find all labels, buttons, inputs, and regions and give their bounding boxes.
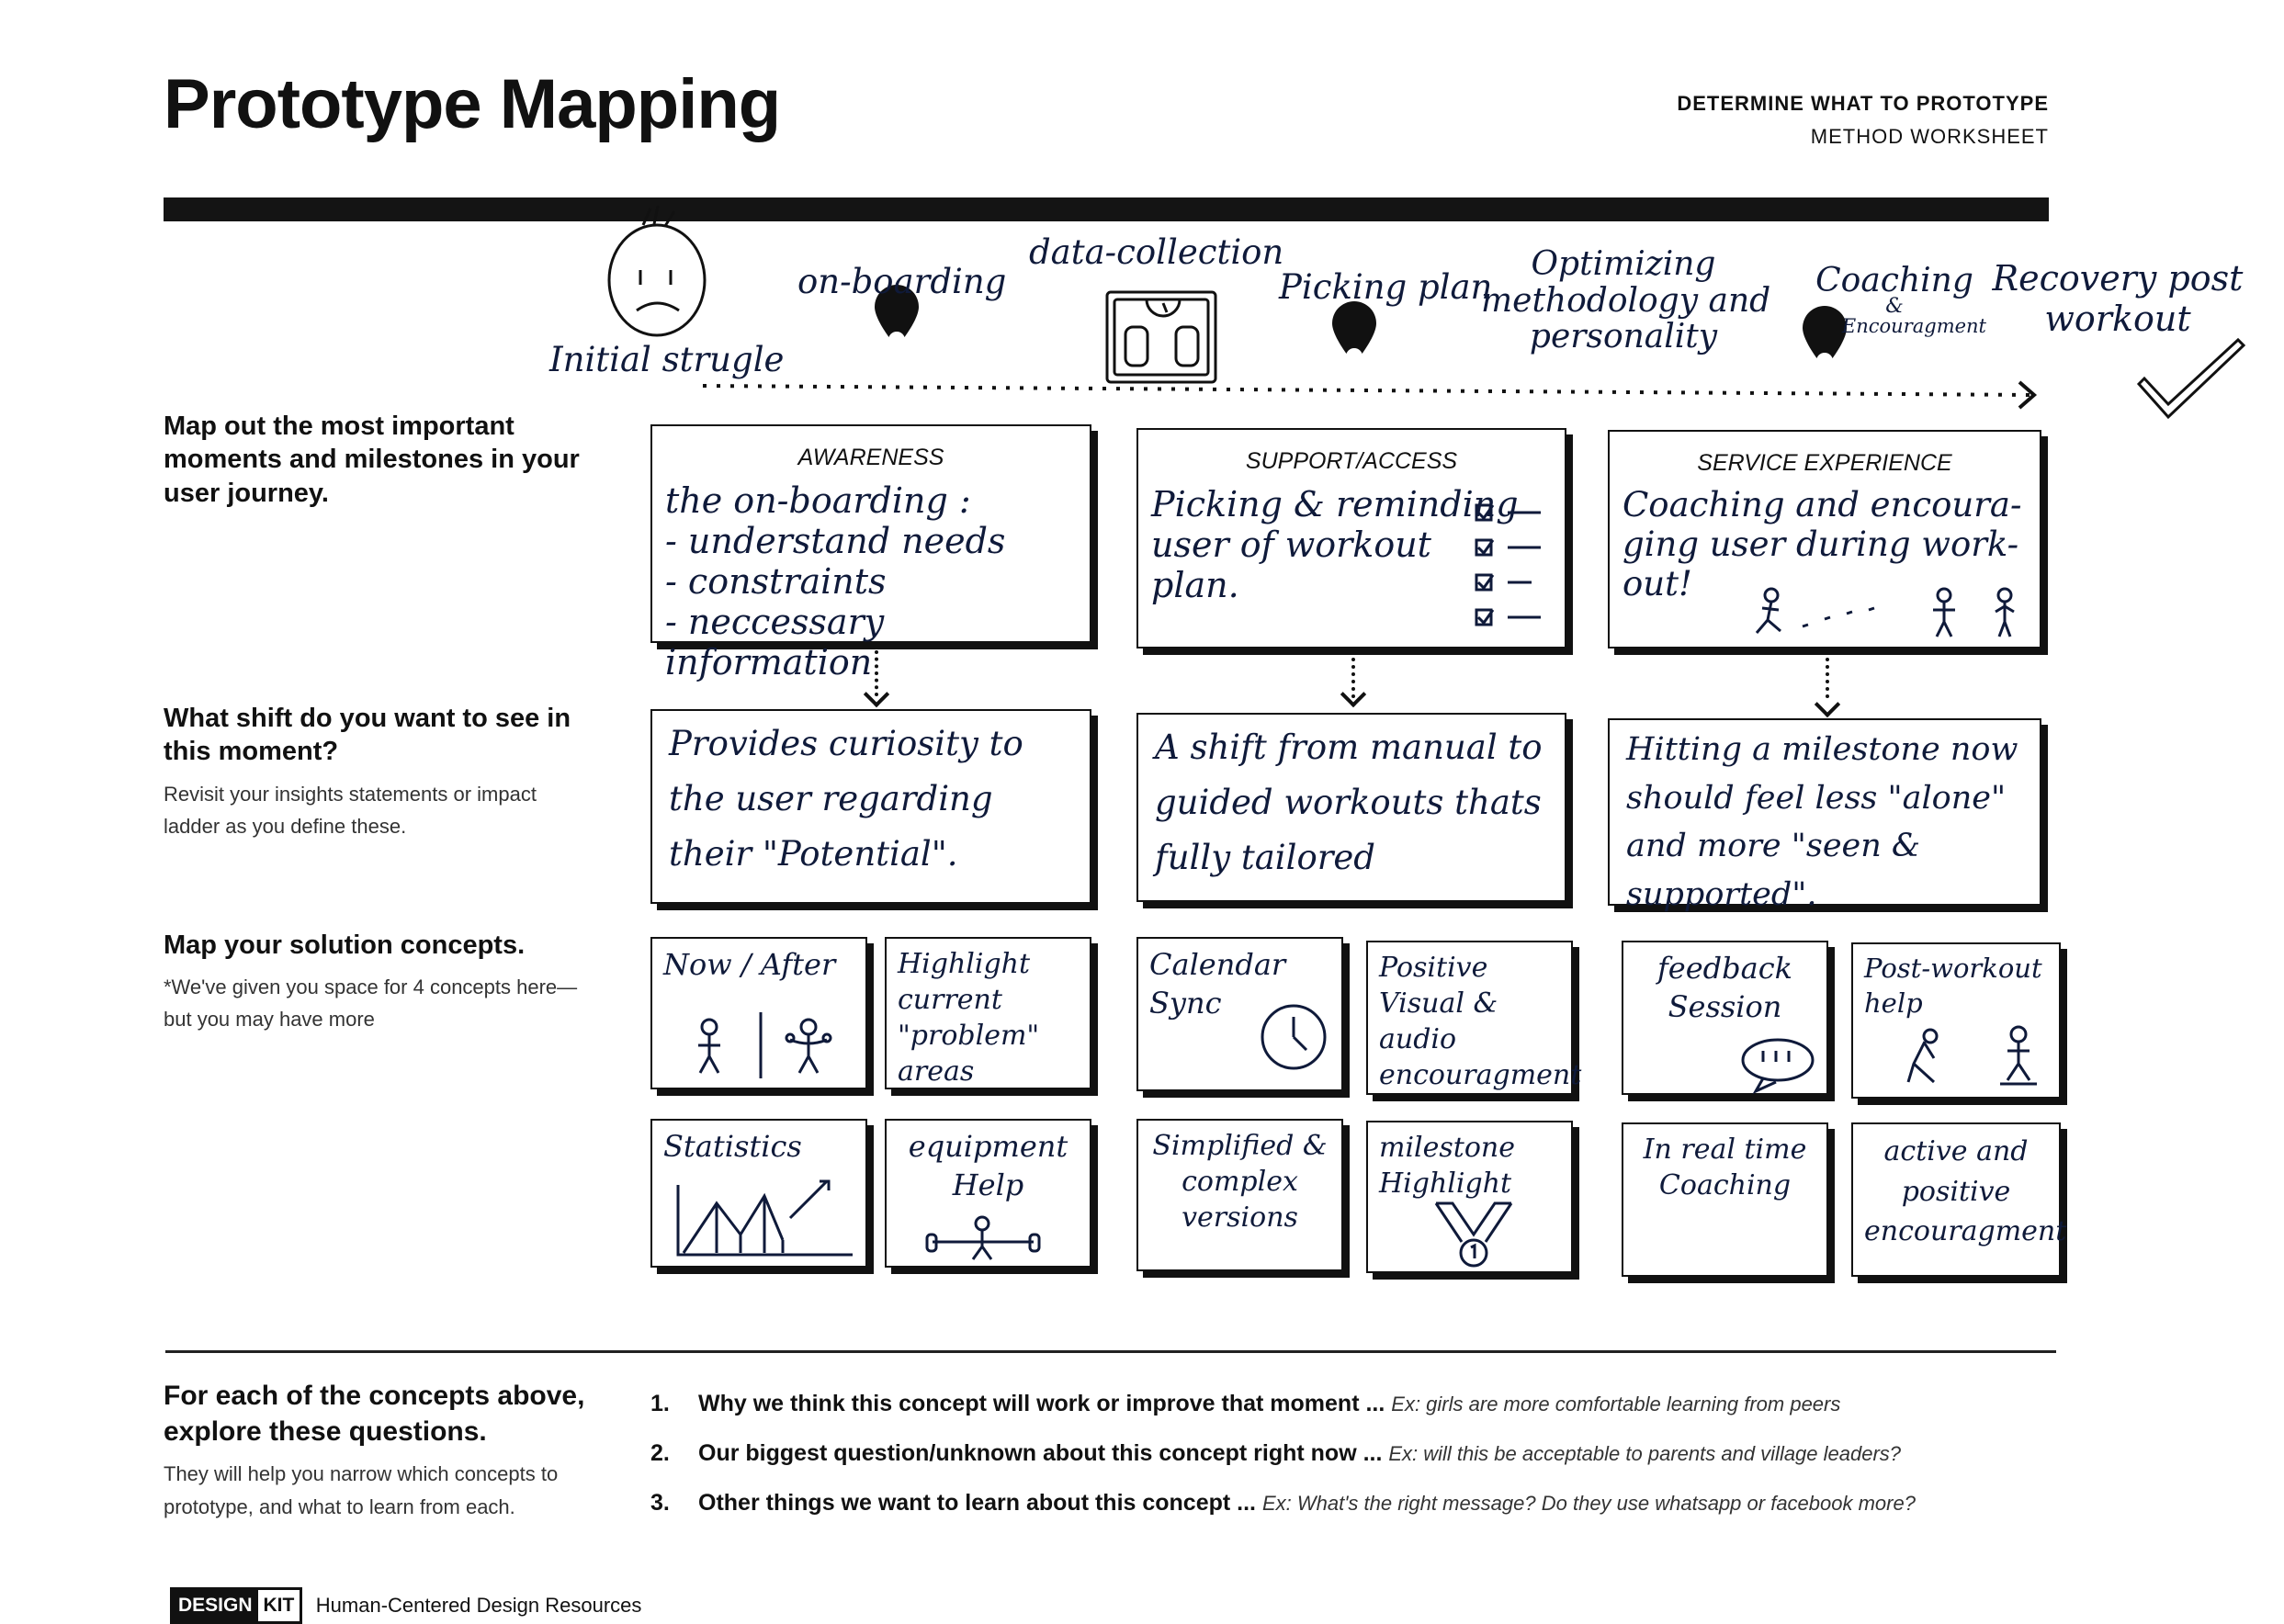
checklist-icon (1471, 502, 1554, 639)
running-figures-icon (1747, 586, 2023, 650)
concept-card: equipment Help (885, 1119, 1091, 1268)
prompt-shift: What shift do you want to see in this moment? Revisit your insights statements or impact ladder as you define these. (164, 704, 571, 838)
scale-icon (1107, 292, 1215, 382)
questions-heading: For each of the concepts above, explore these questions. (164, 1381, 585, 1447)
journey-arrow-line (703, 386, 2030, 395)
concept-card: Post-workout help (1851, 942, 2061, 1099)
dumbbell-figure-icon (887, 1212, 1093, 1268)
concept-card: Statistics (650, 1119, 867, 1268)
concept-card: Positive Visual & audio encouragment (1366, 941, 1573, 1095)
journey-optimizing-label: Optimizing methodology and personality (1481, 245, 1771, 356)
concept-card: feedback Session (1622, 941, 1828, 1095)
journey-recovery-label: Recovery post workout (1992, 258, 2244, 339)
concept-card: milestone Highlight (1366, 1121, 1573, 1273)
concept-card: active and positive encouragment (1851, 1122, 2061, 1277)
questions-subtext: They will help you narrow which concepts to prototype, and what to learn from each. (164, 1462, 559, 1518)
question-item: 1. Why we think this concept will work or improve that moment ... Ex: girls are more comfortable learning from peers (650, 1391, 1841, 1416)
concept-card: In real time Coaching (1622, 1122, 1828, 1277)
journey-line (0, 0, 2284, 432)
speech-bubble-icon (1736, 1034, 1818, 1099)
shift-card-service: Hitting a milestone now should feel less "alone" and more "seen & supported". (1608, 718, 2041, 906)
moment-card-support: SUPPORT/ACCESS Picking & reminding user of workout plan. (1136, 428, 1566, 648)
worksheet-kicker: DETERMINE WHAT TO PROTOTYPE (1677, 92, 2049, 115)
footer-text: Human-Centered Design Resources (315, 1594, 642, 1617)
prompt-concepts: Map your solution concepts. *We've given you space for 4 concepts here—but you may have more (164, 930, 578, 1032)
journey-data-collection-label: data-collection (1029, 232, 1284, 272)
journey-onboarding-label: on-boarding (797, 262, 1007, 301)
stretching-figures-icon (1871, 1023, 2055, 1097)
shift-card-support: A shift from manual to guided workouts thats fully tailored (1136, 713, 1566, 902)
now-after-figures-icon (652, 1012, 869, 1086)
concept-card: Now / After (650, 937, 867, 1089)
journey-coaching-label: Coaching & Encouragment (1815, 262, 1986, 337)
down-arrow-icon (1815, 692, 1840, 717)
concept-card: Calendar Sync (1136, 937, 1343, 1091)
medal-icon (1423, 1200, 1524, 1273)
footer (170, 1587, 641, 1622)
concept-card: Simplified & complex versions (1136, 1119, 1343, 1271)
question-item: 2. Our biggest question/unknown about this concept right now ... Ex: will this be acceptable to parents and village leaders? (650, 1440, 1902, 1466)
prompt-moments: Map out the most important moments and milestones in your user journey. (164, 412, 580, 508)
journey-picking-plan-label: Picking plan (1279, 267, 1493, 307)
statistics-chart-icon (652, 1174, 869, 1266)
bottom-rule (165, 1350, 2056, 1353)
down-arrow-icon (864, 682, 889, 707)
concept-card: Highlight current "problem" areas (885, 937, 1091, 1089)
design-kit-logo: DESIGN KIT (170, 1587, 302, 1624)
shift-card-awareness: Provides curiosity to the user regarding their "Potential". (650, 709, 1091, 904)
journey-initial-label: Initial strugle (549, 340, 785, 379)
moment-card-awareness: AWARENESS the on-boarding : - understand needs - constraints - neccessary information (650, 424, 1091, 643)
worksheet-subtitle: METHOD WORKSHEET (1810, 125, 2049, 148)
question-item: 3. Other things we want to learn about this concept ... Ex: What's the right message? Do they use whatsapp or facebook more? (650, 1490, 1916, 1516)
page-title: Prototype Mapping (164, 65, 781, 143)
frown-face-icon (609, 206, 705, 335)
down-arrow-icon (1340, 682, 1366, 707)
check-icon (2139, 340, 2244, 417)
moment-card-service: SERVICE EXPERIENCE Coaching and encoura- ging user during work- out! (1608, 430, 2041, 648)
clock-icon (1252, 996, 1335, 1078)
